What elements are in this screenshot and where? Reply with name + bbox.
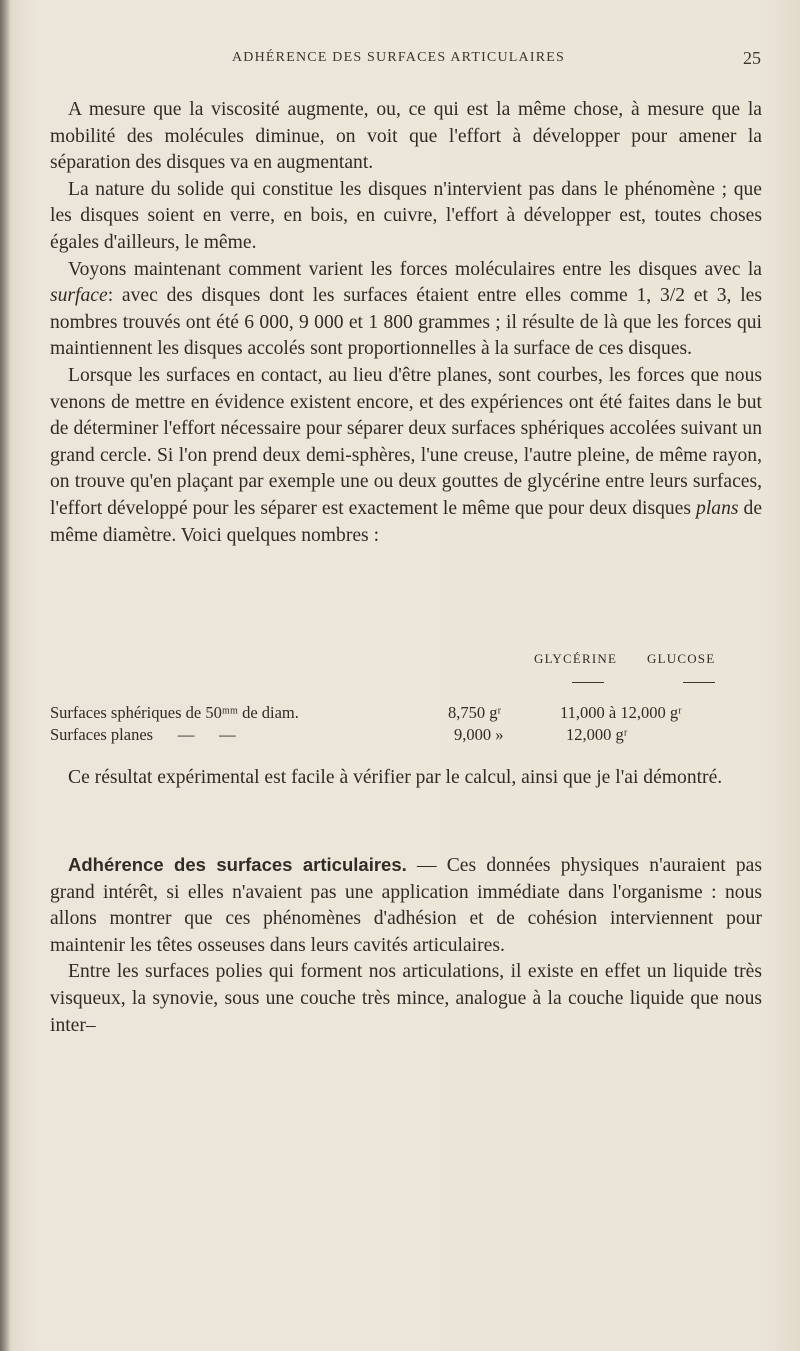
column-header-glycerine: GLYCÉRINE xyxy=(534,651,618,666)
paragraph-section xyxy=(50,852,762,959)
paragraph-surface-italic: surface xyxy=(50,285,108,307)
paragraph-surface-a: Voyons maintenant comment varient les forces moléculaires entre les disques avec la xyxy=(68,258,762,280)
body-text-section xyxy=(50,852,762,1039)
body-text-top xyxy=(50,97,762,549)
row-label: Surfaces sphériques de 50ᵐᵐ de diam. xyxy=(50,703,299,722)
paragraph-curved-b: de même diamètre. Voici quelques nombres : xyxy=(50,497,763,546)
paragraph-curved-surfaces xyxy=(50,363,762,549)
column-header-glucose: GLUCOSE xyxy=(647,651,716,666)
row-glycerine-value: 8,750 gʳ xyxy=(448,703,502,722)
row-glycerine-value: 9,000 » xyxy=(454,725,504,744)
paragraph-surface-b: : avec des disques dont les surfaces étaient entre elles comme 1, 3/2 et 3, les nombres trouvés ont été 6 000, 9 000 et 1 800 grammes ; il résulte de là que les forces qui maintiennent les disques accolés sont proportionnelles à la surface de ces disques. xyxy=(50,285,762,360)
paragraph-curved-italic: plans xyxy=(696,497,739,519)
paragraph-curved-a: Lorsque les surfaces en contact, au lieu d'être planes, sont courbes, les forces que nous venons de mettre en évidence existent encore, et des expériences ont été faites dans le but de déterminer l'effort nécessaire pour séparer deux surfaces sphériques accolées suivant un grand cercle. Si l'on prend deux demi-sphères, l'une creuse, l'autre pleine, de même rayon, on trouve qu'en plaçant par exemple une ou deux gouttes de glycérine entre leurs surfaces, l'effort développé pour les séparer est exactement le même que pour deux disques xyxy=(50,364,762,519)
paragraph-solid-nature: La nature du solide qui constitue les disques n'intervient pas dans le phénomène ; que les disques soient en verre, en bois, en cuivre, l'effort à développer est, toutes choses égales d'ailleurs, le même. xyxy=(50,178,762,253)
running-head: ADHÉRENCE DES SURFACES ARTICULAIRES xyxy=(232,50,565,65)
paragraph-result: Ce résultat expérimental est facile à vérifier par le calcul, ainsi que je l'ai démontré. xyxy=(68,767,723,788)
book-binding-edge xyxy=(0,0,10,1351)
page-header xyxy=(0,50,800,80)
page-number: 25 xyxy=(743,48,761,68)
row-glucose-value: 11,000 à 12,000 gʳ xyxy=(560,703,682,722)
body-text-after-table xyxy=(50,765,762,792)
row-glucose-value: 12,000 gʳ xyxy=(566,725,628,744)
paragraph-viscosity: A mesure que la viscosité augmente, ou, ce qui est la même chose, à mesure que la mobilité des molécules diminue, on voit que l'effort à développer pour amener la séparation des disques va en augmentant. xyxy=(50,99,762,174)
paragraph-surface xyxy=(50,257,762,363)
paragraph-synovie: Entre les surfaces polies qui forment nos articulations, il existe en effet un liquide très visqueux, la synovie, sous une couche très mince, analogue à la couche liquide que nous inter– xyxy=(50,961,762,1036)
column-rule-glucose xyxy=(683,682,715,683)
column-rule-glycerine xyxy=(572,682,604,683)
section-text: — Ces données physiques n'auraient pas grand intérêt, si elles n'avaient pas une application immédiate dans l'organisme : nous allons montrer que ces phénomènes d'adhésion et de cohésion interviennent pour maintenir les têtes osseuses dans leurs cavités articulaires. xyxy=(50,855,763,956)
section-heading: Adhérence des surfaces articulaires. xyxy=(68,854,407,875)
row-label: Surfaces planes — — xyxy=(50,725,236,744)
